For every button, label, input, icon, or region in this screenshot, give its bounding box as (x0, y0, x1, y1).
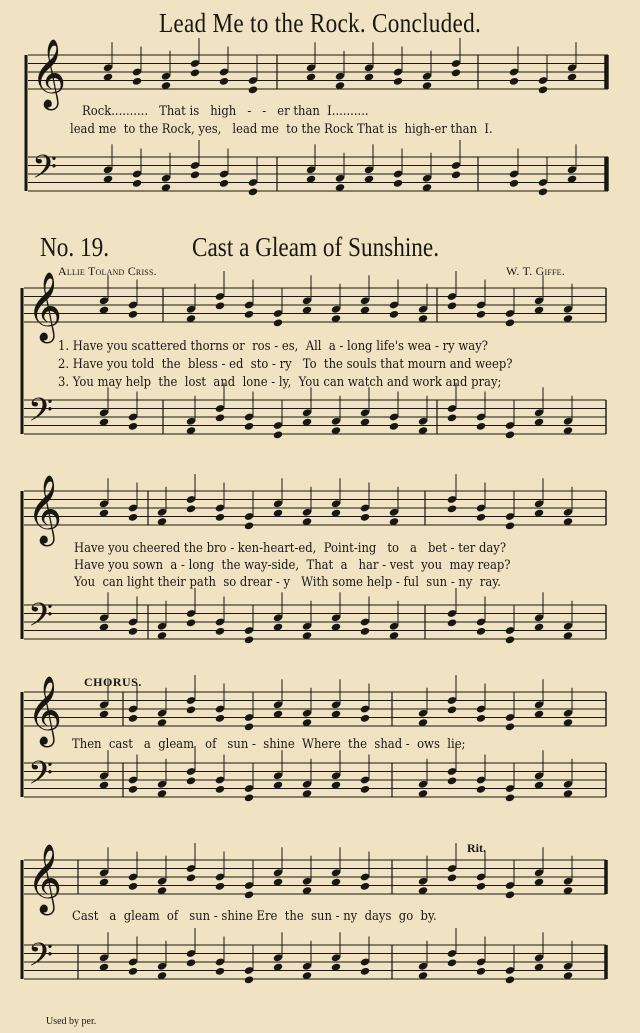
bass-clef: 𝄢 (28, 755, 54, 801)
note-head (451, 170, 461, 179)
lyricist-credit: Allie Toland Criss. (58, 264, 157, 278)
note-head (215, 714, 225, 723)
note-head (505, 635, 515, 644)
note-head (389, 310, 399, 319)
note-head (244, 975, 254, 984)
note-head (215, 627, 225, 636)
note-head (447, 776, 457, 785)
note-head (219, 77, 229, 86)
hymn-title: Cast a Gleam of Sunshine. (192, 232, 440, 262)
note-head (244, 722, 254, 731)
treble-clef: 𝄞 (27, 844, 63, 913)
note-head (447, 413, 457, 422)
hymn-number: No. 19. (40, 232, 110, 262)
bass-clef: 𝄢 (32, 149, 58, 195)
note-head (248, 187, 258, 196)
treble-clef: 𝄞 (27, 475, 63, 544)
note-head (128, 310, 138, 319)
note-head (215, 785, 225, 794)
note-head (244, 793, 254, 802)
treble-clef: 𝄞 (27, 272, 63, 341)
note-head (128, 967, 138, 976)
note-head (393, 179, 403, 188)
note-head (538, 85, 548, 94)
note-head (389, 422, 399, 431)
note-head (215, 513, 225, 522)
note-head (219, 179, 229, 188)
note-head (244, 635, 254, 644)
note-head (447, 618, 457, 627)
bass-clef: 𝄢 (28, 597, 54, 643)
bass-clef: 𝄢 (28, 392, 54, 438)
verse-line-1: 1. Have you scattered thorns or ros - es, All a - long life's wea - ry way? (58, 338, 488, 353)
lyric-line: lead me to the Rock, yes, lead me to the Rock That is high-er than I. (70, 121, 493, 136)
page-title: Lead Me to the Rock. Concluded. (158, 8, 482, 38)
note-head (360, 785, 370, 794)
note-head (476, 714, 486, 723)
note-head (505, 318, 515, 327)
ritardando-marking: Rit. (467, 841, 486, 855)
note-head (248, 85, 258, 94)
note-head (132, 77, 142, 86)
note-head (505, 430, 515, 439)
note-head (215, 882, 225, 891)
note-head (451, 68, 461, 77)
note-head (505, 975, 515, 984)
note-head (273, 318, 283, 327)
note-head (509, 77, 519, 86)
note-head (476, 513, 486, 522)
note-head (509, 179, 519, 188)
verse-line-3: 3. You may help the lost and lone - ly, You can watch and work and pray; (58, 374, 502, 389)
hymn-heading (40, 232, 600, 264)
note-head (538, 187, 548, 196)
permission-note: Used by per. (46, 1016, 97, 1027)
note-head (132, 179, 142, 188)
note-head (360, 967, 370, 976)
note-head (128, 785, 138, 794)
note-head (476, 882, 486, 891)
note-head (128, 627, 138, 636)
note-head (476, 422, 486, 431)
note-head (128, 422, 138, 431)
final-lyric-line: Cast a gleam of sun - shine Ere the sun - ny days go by. (72, 908, 437, 923)
note-head (360, 627, 370, 636)
note-head (128, 513, 138, 522)
note-head (128, 882, 138, 891)
note-head (190, 170, 200, 179)
note-head (186, 618, 196, 627)
note-head (360, 714, 370, 723)
note-head (128, 714, 138, 723)
note-head (360, 513, 370, 522)
composer-credit: W. T. Giffe. (506, 264, 565, 278)
note-head (447, 873, 457, 882)
note-head (273, 430, 283, 439)
note-head (476, 967, 486, 976)
note-head (244, 422, 254, 431)
note-head (360, 882, 370, 891)
note-head (447, 504, 457, 513)
note-head (393, 77, 403, 86)
note-head (186, 705, 196, 714)
note-head (505, 793, 515, 802)
treble-clef: 𝄞 (31, 39, 67, 108)
note-head (505, 722, 515, 731)
note-head (447, 958, 457, 967)
note-head (476, 627, 486, 636)
note-head (476, 785, 486, 794)
note-head (447, 705, 457, 714)
note-head (244, 521, 254, 530)
lyric-line: Rock.......... That is high - - er than I.......... (82, 103, 369, 118)
chorus-label: CHORUS. (84, 675, 142, 689)
note-head (190, 68, 200, 77)
note-head (186, 776, 196, 785)
verse-line-2: Have you sown a - long the way-side, That a har - vest you may reap? (74, 557, 511, 572)
verse-line-2: 2. Have you told the bless - ed sto - ry To the souls that mourn and weep? (58, 356, 513, 371)
note-head (505, 521, 515, 530)
note-head (505, 890, 515, 899)
note-head (244, 890, 254, 899)
note-head (215, 413, 225, 422)
note-head (186, 504, 196, 513)
bass-clef: 𝄢 (28, 937, 54, 983)
verse-line-1: Have you cheered the bro - ken-heart-ed, Point-ing to a bet - ter day? (74, 540, 507, 555)
verse-line-3: You can light their path so drear - y With some help - ful sun - ny ray. (74, 574, 501, 589)
treble-clef: 𝄞 (27, 676, 63, 745)
note-head (244, 310, 254, 319)
note-head (447, 301, 457, 310)
chorus-lyric-line: Then cast a gleam of sun - shine Where the shad - ows lie; (72, 736, 466, 751)
note-head (186, 873, 196, 882)
note-head (215, 301, 225, 310)
note-head (215, 967, 225, 976)
note-head (476, 310, 486, 319)
note-head (186, 958, 196, 967)
